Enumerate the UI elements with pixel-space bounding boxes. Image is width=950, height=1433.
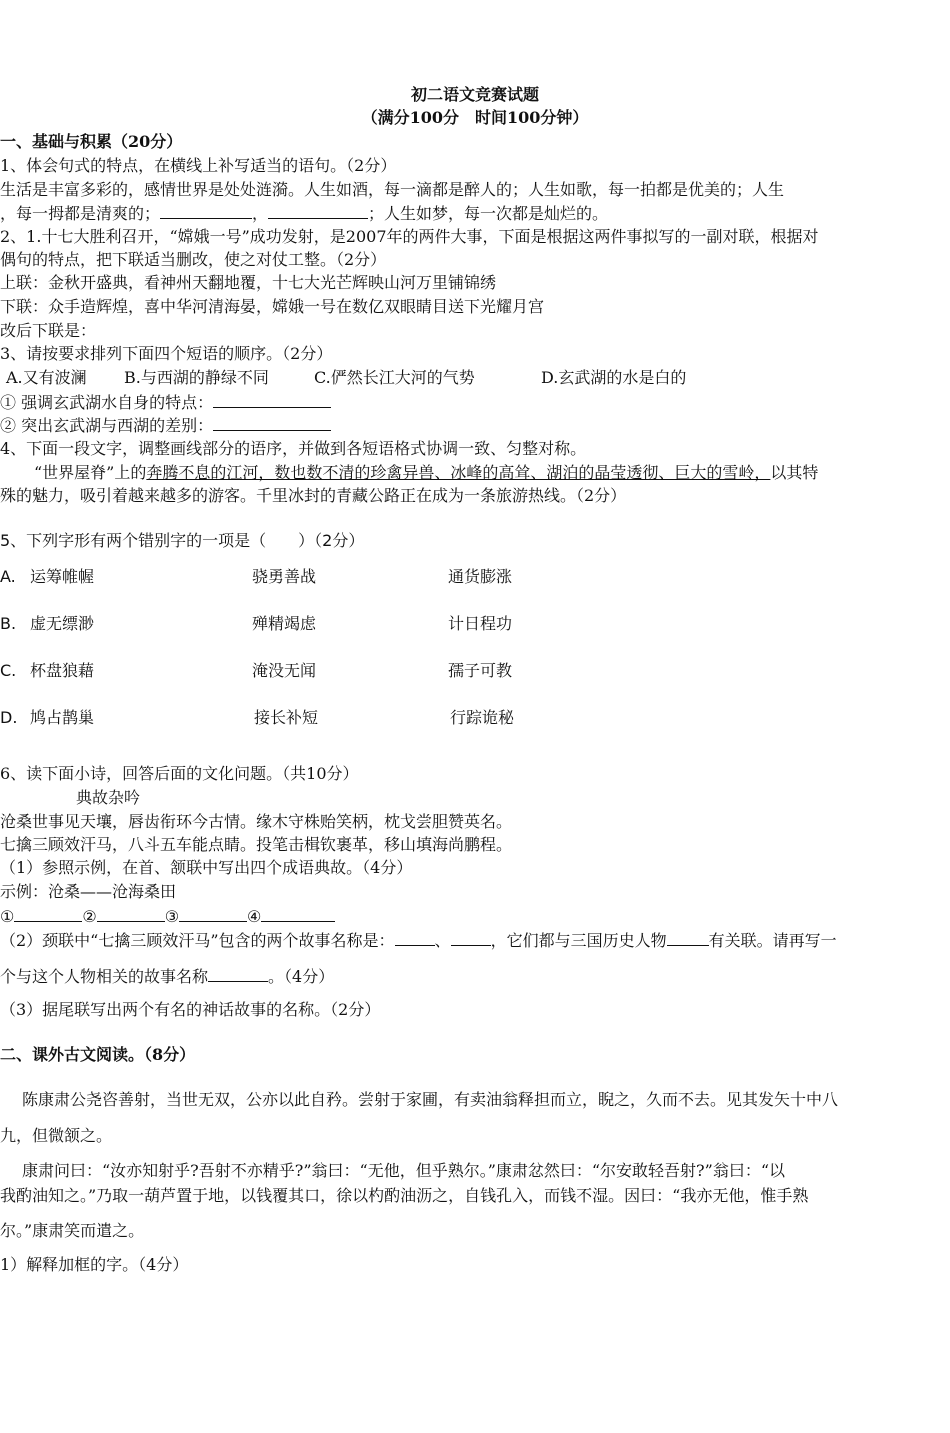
q4-text-after: 以其特 — [770, 463, 819, 482]
q6-num-4: ④ — [247, 907, 262, 926]
q5-row-a-word-1: 运筹帷幄 — [30, 567, 95, 586]
q3-blank-1[interactable] — [213, 391, 331, 408]
q5-row-b-word-1: 虚无缥渺 — [30, 614, 95, 633]
passage-line-3: 康肃问曰：“汝亦知射乎?吾射不亦精乎?”翁曰：“无他，但乎熟尔。”康肃忿然曰：“尔安敢轻吾射?”翁曰：“以 — [22, 1161, 785, 1180]
q6-s2-text-c: ，它们都与三国历史人物 — [490, 931, 667, 950]
q3-stem: 3、请按要求排列下面四个短语的顺序。（2分） — [0, 344, 333, 363]
q5-row-d-label: D. — [0, 708, 18, 727]
q5-row-c-word-3: 孺子可教 — [448, 661, 513, 680]
q3-requirement-1-label: ① 强调玄武湖水自身的特点： — [0, 393, 214, 412]
q6-num-2: ② — [82, 907, 97, 926]
q1-line-2-a: ，每一拇都是清爽的； — [0, 204, 161, 223]
q3-requirement-2 — [0, 414, 331, 437]
q5-row-b-word-3: 计日程功 — [448, 614, 513, 633]
q6-s2-text-a: （2）颈联中“七擒三顾效汗马”包含的两个故事名称是： — [0, 931, 395, 950]
q6-story-blank-1[interactable] — [395, 929, 435, 946]
q6-poem-line-1: 沧桑世事见天壤，唇齿衔环今古情。缘木守株贻笑柄，枕戈尝胆赞英名。 — [0, 812, 513, 831]
q5-row-c-word-1: 杯盘狼藉 — [30, 661, 95, 680]
q5-row-a-label: A. — [0, 567, 16, 586]
q6-s2-text-e: 个与这个人物相关的故事名称 — [0, 967, 209, 986]
passage-line-2: 九，但微颔之。 — [0, 1126, 113, 1145]
passage-line-4: 我酌油知之。”乃取一葫芦置于地，以钱覆其口，徐以杓酌油沥之，自钱孔入，而钱不湿。因曰：“我亦无他，惟手熟 — [0, 1186, 809, 1205]
q1-line-2 — [0, 202, 608, 225]
q6-s2-text-f: 。（4分） — [268, 967, 335, 986]
q5-row-a-word-3: 通货膨涨 — [448, 567, 513, 586]
q2-upper-couplet: 上联：金秋开盛典，看神州天翻地覆，十七大光芒辉映山河万里铺锦绣 — [0, 273, 497, 292]
q1-line-2-c: ；人生如梦，每一次都是灿烂的。 — [368, 204, 609, 223]
q6-blank-4[interactable] — [261, 905, 335, 922]
q4-stem: 4、下面一段文字，调整画线部分的语序，并做到各短语格式协调一致、匀整对称。 — [0, 439, 587, 458]
q6-sub-question-2-line-2 — [0, 965, 334, 988]
q5-row-c-label: C. — [0, 661, 17, 680]
q6-story-blank-3[interactable] — [208, 965, 268, 982]
q7-stem: 1）解释加框的字。（4分） — [0, 1255, 189, 1274]
passage-line-1: 陈康肃公尧咨善射，当世无双，公亦以此自矜。尝射于家圃，有卖油翁释担而立，睨之，久而不去。见其发矢十中八 — [22, 1090, 839, 1109]
q6-answer-blanks — [0, 905, 335, 928]
section-2-heading: 二、课外古文阅读。（8分） — [0, 1045, 196, 1064]
q4-paragraph-line-1 — [34, 462, 818, 484]
q6-sub-question-2-line-1 — [0, 929, 837, 952]
q3-option-a: A.又有波澜 — [6, 368, 87, 387]
page-title: 初二语文竞赛试题 — [410, 85, 539, 104]
q5-row-d-word-1: 鸠占鹊巢 — [30, 708, 95, 727]
q3-option-d: D.玄武湖的水是白的 — [541, 368, 687, 387]
q1-line-2-b: ， — [252, 204, 269, 223]
q6-story-blank-2[interactable] — [451, 929, 491, 946]
q5-stem: 5、下列字形有两个错别字的一项是（ ）（2分） — [0, 531, 365, 550]
q3-option-c: C.俨然长江大河的气势 — [314, 368, 475, 387]
q6-poem-line-2: 七擒三顾效汗马，八斗五车能点睛。投笔击楫钦裹革，移山填海尚鹏程。 — [0, 835, 513, 854]
page-subtitle: （满分100分 时间100分钟） — [361, 108, 589, 127]
q2-line-2: 偶句的特点，把下联适当删改，使之对仗工整。（2分） — [0, 250, 387, 269]
q5-row-c-word-2: 淹没无闻 — [252, 661, 317, 680]
q6-sub-question-1: （1）参照示例，在首、颔联中写出四个成语典故。（4分） — [0, 858, 413, 877]
q6-num-3: ③ — [164, 907, 180, 926]
q6-poem-title: 典故杂吟 — [76, 788, 141, 807]
q5-row-d-word-3: 行踪诡秘 — [450, 708, 515, 727]
q5-row-a-word-2: 骁勇善战 — [252, 567, 317, 586]
q6-num-1: ① — [0, 907, 15, 926]
q6-s2-text-d: 有关联。请再写一 — [708, 931, 837, 950]
q6-s2-text-b: 、 — [434, 931, 451, 950]
q2-revised: 改后下联是： — [0, 321, 97, 340]
q6-stem: 6、读下面小诗，回答后面的文化问题。（共10分） — [0, 764, 359, 783]
q6-blank-1[interactable] — [14, 905, 82, 922]
q5-row-b-label: B. — [0, 614, 17, 633]
q5-row-b-word-2: 殚精竭虑 — [252, 614, 317, 633]
passage-line-5: 尔。”康肃笑而遣之。 — [0, 1221, 145, 1240]
q1-blank-2[interactable] — [268, 202, 368, 219]
q5-row-d-word-2: 接长补短 — [254, 708, 319, 727]
q4-underlined-phrase: 奔腾不息的江河，数也数不清的珍禽异兽、冰峰的高耸、湖泊的晶莹透彻、巨大的雪岭， — [146, 463, 771, 482]
q1-line-1: 生活是丰富多彩的，感情世界是处处涟漪。人生如酒，每一滴都是醉人的；人生如歌，每一拍都是优美的；人生 — [0, 180, 785, 199]
section-1-heading: 一、基础与积累（20分） — [0, 132, 183, 151]
q6-blank-2[interactable] — [97, 905, 165, 922]
q6-person-blank[interactable] — [667, 929, 709, 946]
q4-paragraph-line-2: 殊的魅力，吸引着越来越多的游客。千里冰封的青藏公路正在成为一条旅游热线。（2分） — [0, 486, 627, 505]
q3-option-b: B.与西湖的静绿不同 — [124, 368, 269, 387]
q3-requirement-2-label: ② 突出玄武湖与西湖的差别： — [0, 416, 214, 435]
q2-line-1: 2、1.十七大胜利召开，“嫦娥一号”成功发射，是2007年的两件大事，下面是根据这两件事拟写的一副对联，根据对 — [0, 227, 819, 246]
q3-blank-2[interactable] — [213, 414, 331, 431]
q6-example: 示例：沧桑——沧海桑田 — [0, 882, 177, 901]
q1-blank-1[interactable] — [160, 202, 252, 219]
q1-stem: 1、体会句式的特点，在横线上补写适当的语句。（2分） — [0, 156, 397, 175]
q2-lower-couplet: 下联：众手造辉煌，喜中华河清海晏，嫦娥一号在数亿双眼睛目送下光耀月宫 — [0, 297, 545, 316]
q3-requirement-1 — [0, 391, 331, 414]
q4-text-before: “世界屋脊”上的 — [34, 463, 147, 482]
q6-blank-3[interactable] — [179, 905, 247, 922]
q6-sub-question-3: （3）据尾联写出两个有名的神话故事的名称。（2分） — [0, 1000, 381, 1019]
